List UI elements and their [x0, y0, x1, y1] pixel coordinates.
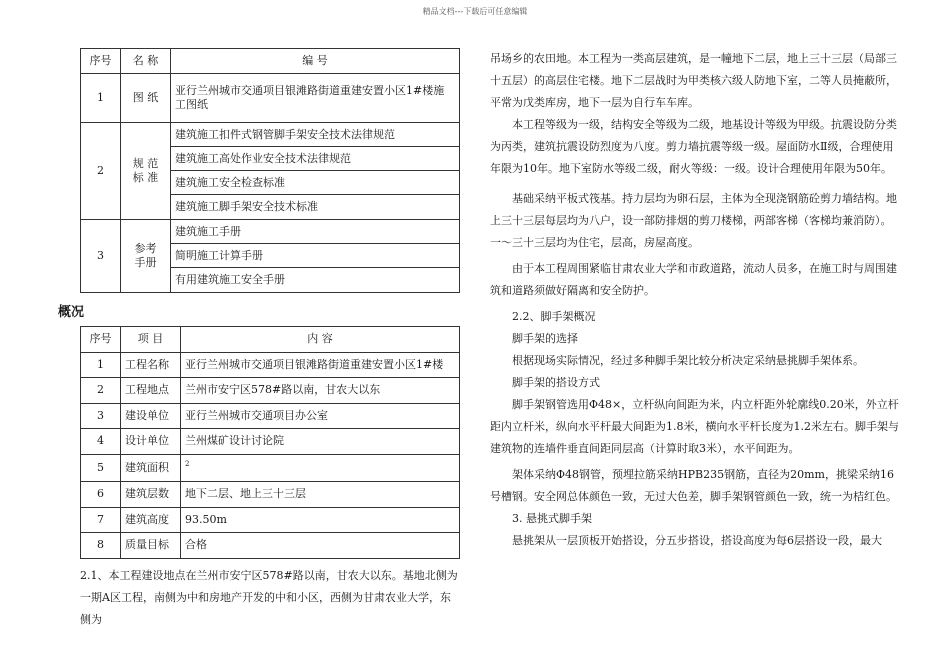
- header-note: 精品文档---下载后可任意编辑: [422, 7, 528, 16]
- body-paragraph: 基础采纳平板式筏基。持力层均为卵石层，主体为全现浇钢筋砼剪力墙结构。地上三十三层每层均为八户，设一部防排烟的剪刀楼梯，两部客梯（客梯均兼消防）。一～三十三层均为住宅，层高，房屋高度。: [490, 192, 897, 249]
- row-content: 合格: [181, 533, 460, 559]
- row-number: 2: [81, 123, 121, 220]
- table-row: [81, 378, 460, 404]
- row-number: 1: [81, 74, 121, 123]
- row-item: 建筑施工扣件式钢管脚手架安全技术法律规范: [171, 123, 459, 147]
- body-paragraph: 悬挑架从一层顶板开始搭设，分五步搭设，搭设高度为每6层搭设一段，最大: [512, 534, 882, 547]
- header-cell: 名 称: [121, 49, 171, 74]
- table-row: [81, 429, 460, 455]
- table-row: [81, 123, 460, 220]
- table-header-row: [81, 49, 460, 74]
- table-row: [81, 454, 460, 482]
- table-row: [81, 352, 460, 378]
- section-title: 概况: [58, 305, 85, 320]
- row-content: 兰州市安宁区578#路以南，甘农大以东: [181, 378, 460, 404]
- header-cell: 项 目: [121, 327, 181, 353]
- row-item: 建筑层数: [121, 482, 181, 508]
- table-row: [81, 507, 460, 533]
- section-heading: 2.2、脚手架概况: [512, 310, 596, 323]
- row-name: 规 范 标 准: [121, 123, 171, 220]
- row-number: 5: [81, 454, 121, 482]
- row-item: 工程名称: [121, 352, 181, 378]
- row-content: 兰州煤矿设计讨论院: [181, 429, 460, 455]
- row-item: 简明施工计算手册: [171, 244, 459, 268]
- header-cell: 序号: [81, 327, 121, 353]
- table-header-row: [81, 327, 460, 353]
- table-row: [81, 74, 460, 123]
- row-item: 建筑施工脚手架安全技术标准: [175, 200, 318, 213]
- row-number: 3: [81, 403, 121, 429]
- row-item: 建筑施工手册: [171, 220, 459, 244]
- row-item: 质量目标: [121, 533, 181, 559]
- row-number: 1: [81, 352, 121, 378]
- row-item: 亚行兰州城市交通项目银滩路街道重建安置小区1#楼施工图纸: [171, 74, 460, 123]
- row-content: 93.50m: [181, 507, 460, 533]
- overview-table: [80, 326, 460, 559]
- row-content: 地下二层、地上三十三层: [181, 482, 460, 508]
- row-item: 建筑高度: [121, 507, 181, 533]
- row-item: 建筑施工高处作业安全技术法律规范: [171, 147, 459, 171]
- body-paragraph: 本工程等级为一级，结构安全等级为二级，地基设计等级为甲级。抗震设防分类为丙类，建筑抗震设防烈度为八度。剪力墙抗震等级一级。屋面防水Ⅱ级，合理使用年限为10年。地下室防水等级二级，耐火等级：一级。设计合理使用年限为50年。: [490, 118, 897, 175]
- body-paragraph: 由于本工程周围紧临甘肃农业大学和市政道路，流动人员多，在施工时与周围建筑和道路须做好隔离和安全防护。: [490, 262, 897, 297]
- body-paragraph: 根据现场实际情况，经过多种脚手架比较分析决定采纳悬挑脚手架体系。: [512, 354, 864, 367]
- row-content: 2: [181, 454, 460, 482]
- table-row: [81, 403, 460, 429]
- row-item: 建设单位: [121, 403, 181, 429]
- row-name: 参考 手册: [121, 220, 171, 293]
- row-item: 建筑施工安全检查标准: [171, 171, 459, 195]
- row-item: 设计单位: [121, 429, 181, 455]
- row-item: 建筑面积: [121, 454, 181, 482]
- sub-heading: 脚手架的搭设方式: [512, 376, 600, 389]
- row-number: 8: [81, 533, 121, 559]
- right-column: [490, 48, 900, 552]
- row-item: 有用建筑施工安全手册: [175, 273, 285, 286]
- row-number: 2: [81, 378, 121, 404]
- table-row: [81, 533, 460, 559]
- row-number: 6: [81, 482, 121, 508]
- header-cell: 内 容: [181, 327, 460, 353]
- row-item: 工程地点: [121, 378, 181, 404]
- header-cell: 编 号: [171, 49, 460, 74]
- row-content: 亚行兰州城市交通项目银滩路街道重建安置小区1#楼: [181, 352, 460, 378]
- body-paragraph: 吊场乡的农田地。本工程为一类高层建筑，是一幢地下二层，地上三十三层（局部三十五层）的高层住宅楼。地下二层战时为甲类核六级人防地下室，二等人员掩蔽所，平常为戊类库房，地下一层为自行车车库。: [490, 52, 897, 109]
- row-content: 亚行兰州城市交通项目办公室: [181, 403, 460, 429]
- reference-table: [80, 48, 460, 293]
- header-cell: 序号: [81, 49, 121, 74]
- section-heading: 3. 悬挑式脚手架: [512, 512, 592, 525]
- row-number: 4: [81, 429, 121, 455]
- body-paragraph: 脚手架钢管选用Φ48×，立杆纵向间距为米，内立杆距外轮廓线0.20米，外立杆距内立杆米，纵向水平杆最大间距为1.8米，横向水平杆长度为1.2米左右。脚手架与建筑物的连墙件垂直间距同层高（计算时取3米），水平间距为。: [490, 398, 899, 455]
- table-row: [81, 482, 460, 508]
- body-paragraph: 2.1、本工程建设地点在兰州市安宁区578#路以南，甘农大以东。基地北侧为一期A区工程，南侧为中和房地产开发的中和小区，西侧为甘肃农业大学，东侧为: [80, 568, 458, 626]
- left-column: [58, 48, 460, 631]
- sub-heading: 脚手架的选择: [512, 332, 578, 345]
- body-paragraph: 架体采纳Φ48钢管，预埋拉筋采纳HPB235钢筋，直径为20mm，挑梁采纳16号槽钢。安全网总体颜色一致，无过大色差，脚手架钢管颜色一致，统一为桔红色。: [490, 468, 897, 503]
- table-row: [81, 220, 460, 293]
- row-number: 3: [81, 220, 121, 293]
- row-name: 图 纸: [121, 74, 171, 123]
- row-number: 7: [81, 507, 121, 533]
